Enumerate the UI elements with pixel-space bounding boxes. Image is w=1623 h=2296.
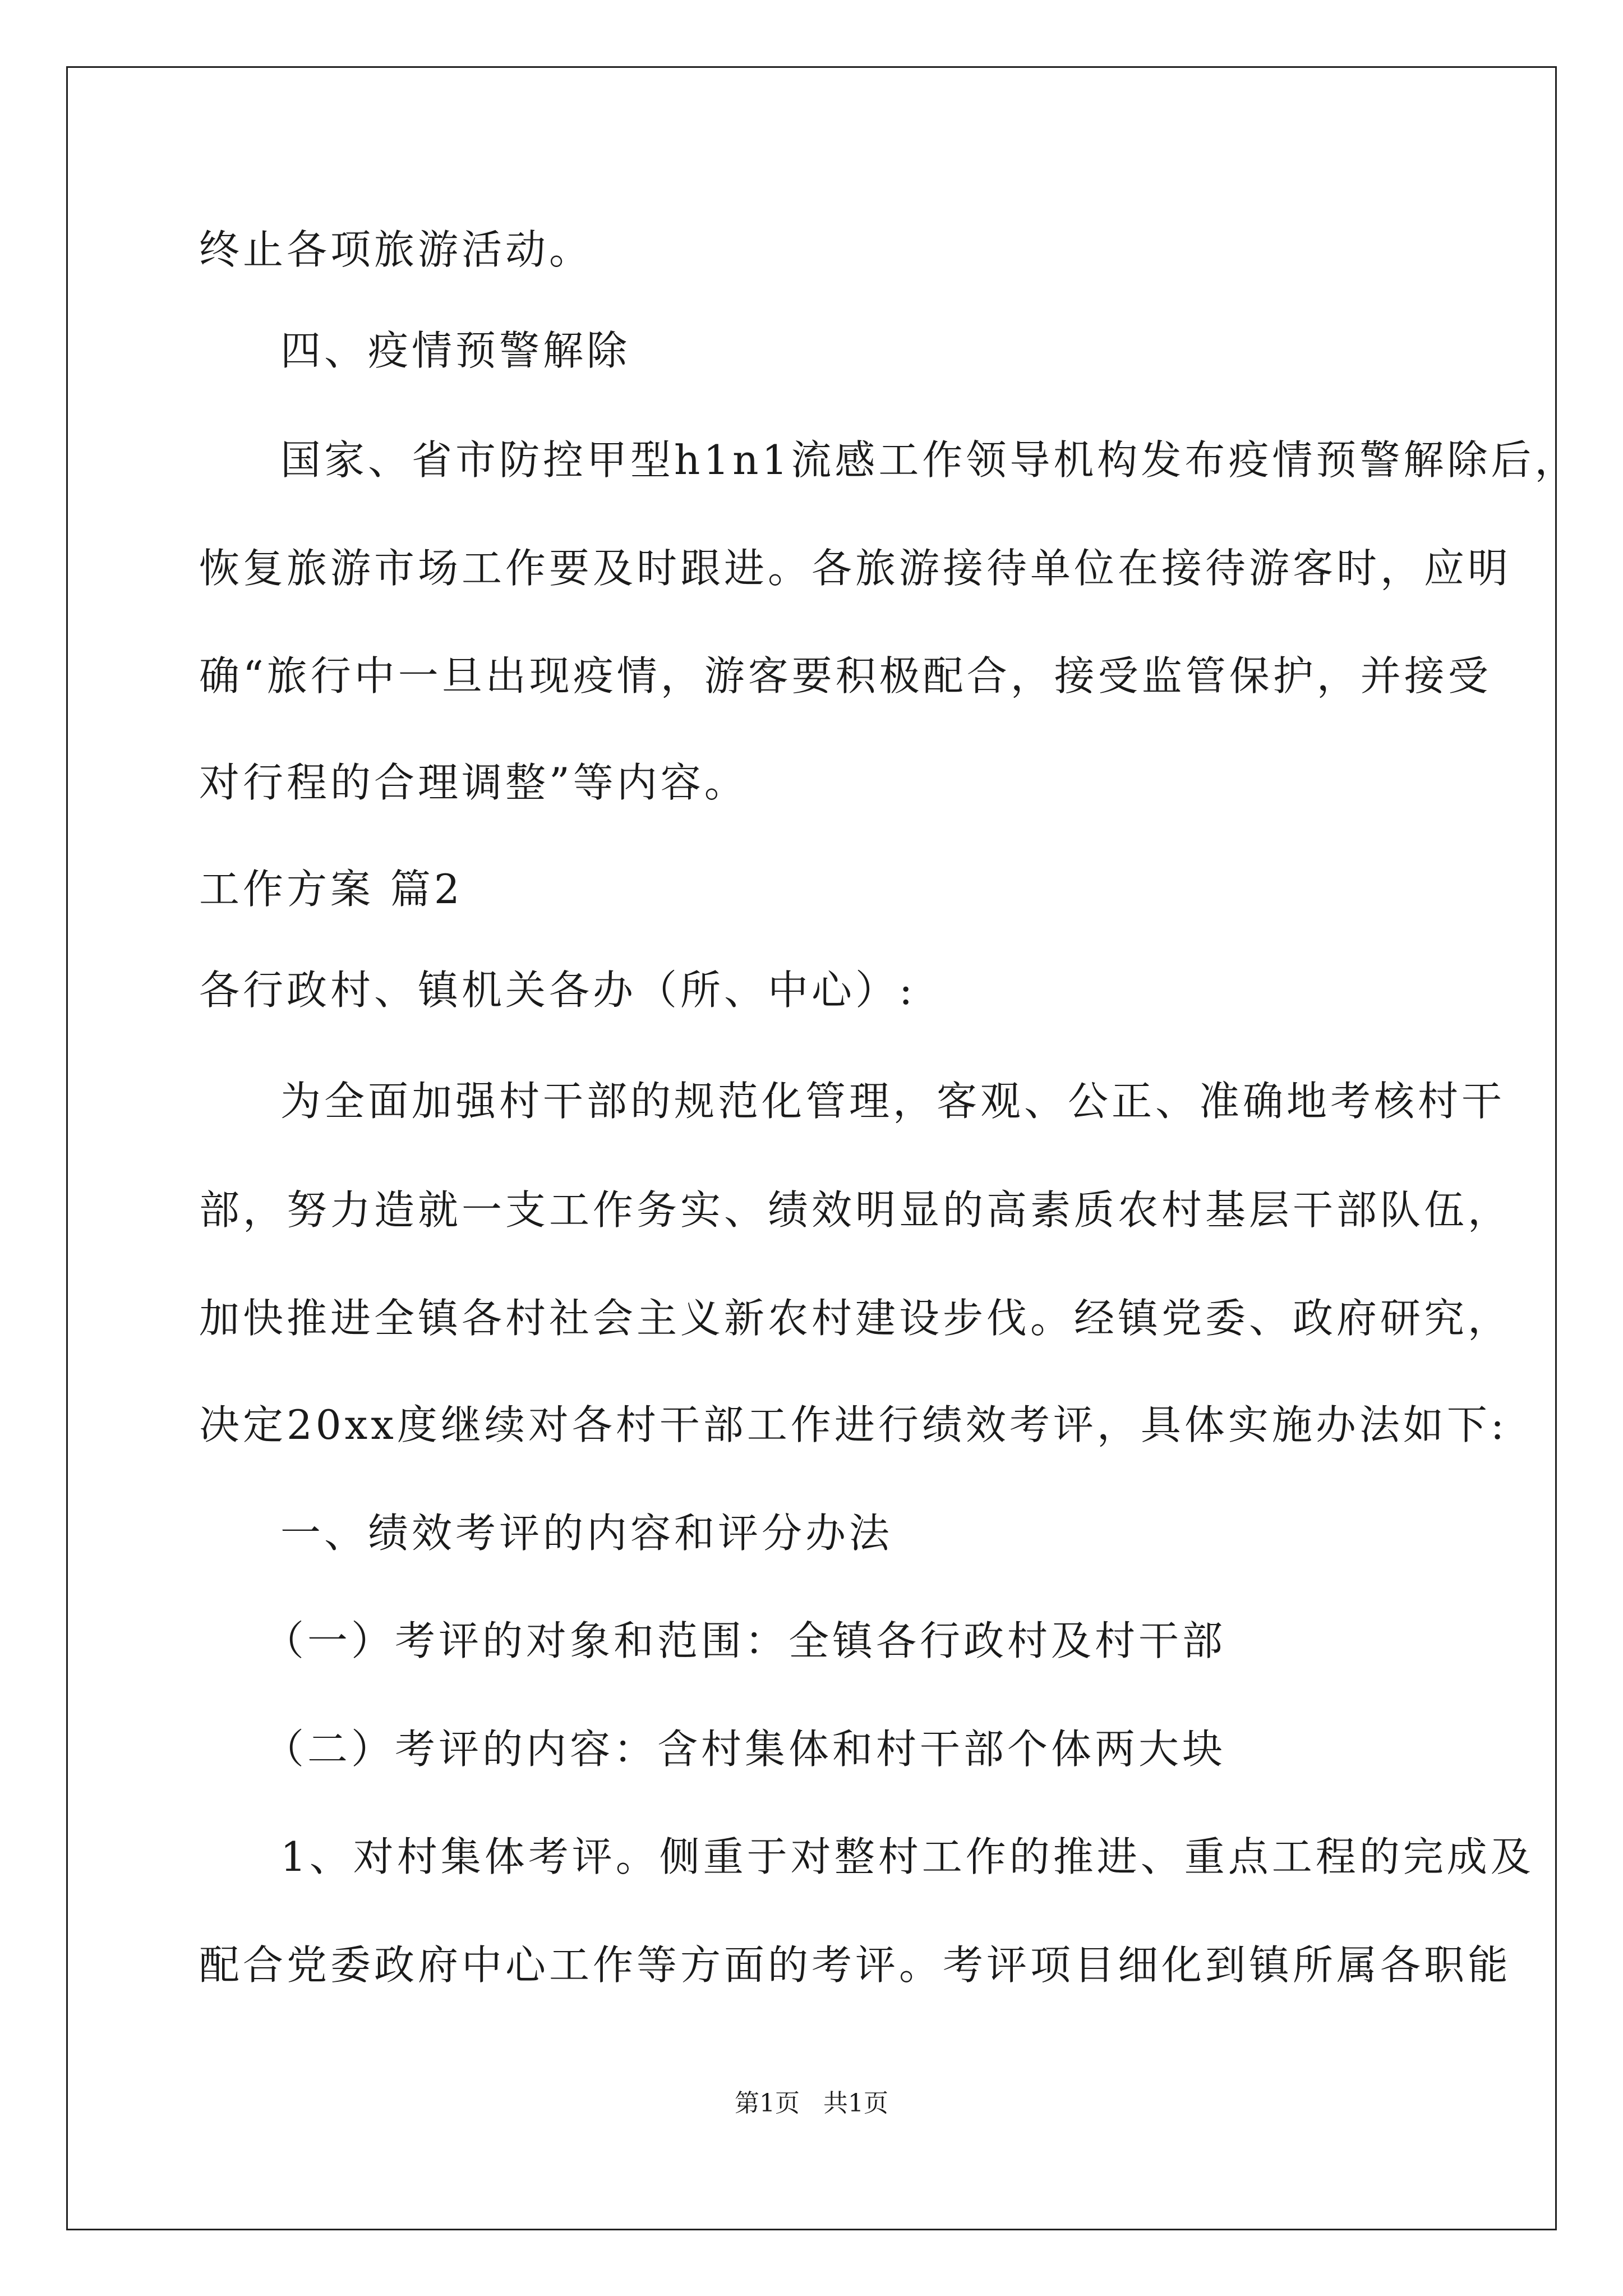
page-border [66, 66, 1557, 2230]
body-line: 部，努力造就一支工作务实、绩效明显的高素质农村基层干部队伍， [199, 1186, 1512, 1234]
body-line: 决定20xx度继续对各村干部工作进行绩效考评，具体实施办法如下: [199, 1401, 1508, 1448]
document-title: 工作方案 篇2 [199, 866, 463, 913]
page-number: 第1页 [735, 2089, 800, 2118]
section-heading: 一、绩效考评的内容和评分办法 [280, 1510, 893, 1557]
body-line: 恢复旅游市场工作要及时跟进。各旅游接待单位在接待游客时，应明 [199, 545, 1512, 592]
subsection-heading: （一）考评的对象和范围：全镇各行政村及村干部 [264, 1617, 1227, 1664]
body-line: 国家、省市防控甲型h1n1流感工作领导机构发布疫情预警解除后， [280, 436, 1579, 484]
section-heading: 四、疫情预警解除 [280, 327, 631, 374]
body-line: 加快推进全镇各村社会主义新农村建设步伐。经镇党委、政府研究， [199, 1295, 1512, 1342]
body-line: 配合党委政府中心工作等方面的考评。考评项目细化到镇所属各职能 [199, 1941, 1512, 1989]
page-total: 共1页 [823, 2089, 888, 2118]
body-line: 为全面加强村干部的规范化管理，客观、公正、准确地考核村干 [280, 1078, 1506, 1125]
salutation: 各行政村、镇机关各办（所、中心）: [199, 967, 916, 1014]
page-footer [0, 2087, 1623, 2120]
body-line: 终止各项旅游活动。 [199, 226, 593, 273]
body-line: 对行程的合理调整”等内容。 [199, 759, 748, 806]
subsection-heading: （二）考评的内容：含村集体和村干部个体两大块 [264, 1726, 1227, 1773]
body-line: 1、对村集体考评。侧重于对整村工作的推进、重点工程的完成及 [280, 1833, 1534, 1880]
body-line: 确“旅行中一旦出现疫情，游客要积极配合，接受监管保护，并接受 [199, 652, 1492, 700]
